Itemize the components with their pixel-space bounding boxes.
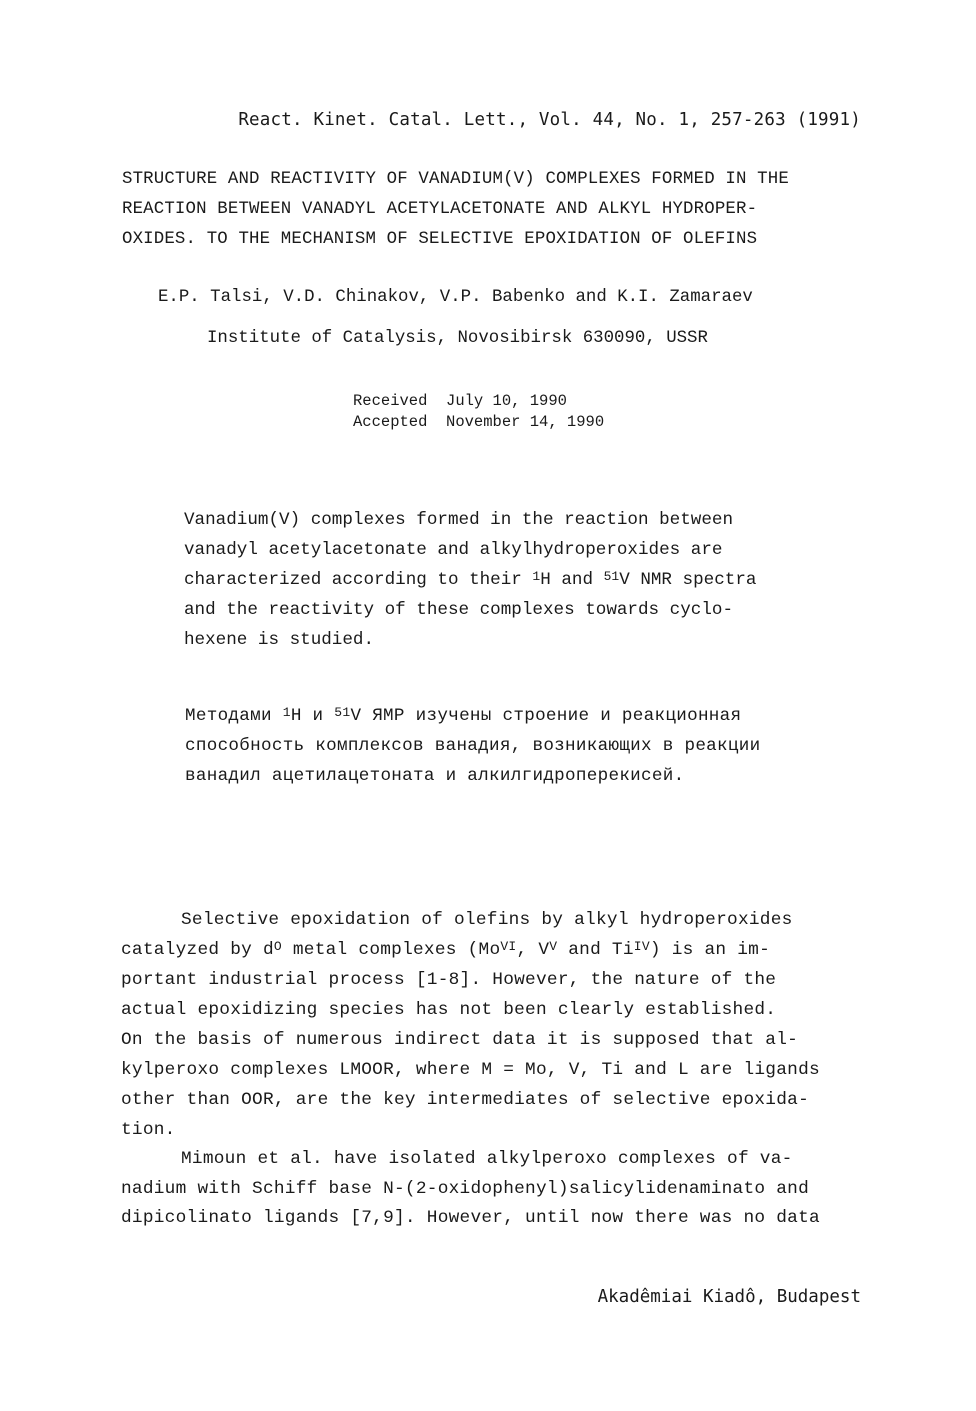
abstract-en-line: characterized according to their $^1$H and $^{51}$V NMR spectra <box>184 569 757 590</box>
body-text-line: Mimoun et al. have isolated alkylperoxo complexes of va- <box>181 1149 793 1169</box>
body-text-line: On the basis of numerous indirect data it is supposed that al- <box>121 1030 799 1050</box>
accepted-date: Accepted November 14, 1990 <box>353 413 605 431</box>
journal-citation: React. Kinet. Catal. Lett., Vol. 44, No. 1, 257-263 (1991) <box>238 110 861 130</box>
affiliation: Institute of Catalysis, Novosibirsk 630090, USSR <box>207 329 708 348</box>
authors: E.P. Talsi, V.D. Chinakov, V.P. Babenko and K.I. Zamaraev <box>158 288 753 307</box>
title-line-3: OXIDES. TO THE MECHANISM OF SELECTIVE EPOXIDATION OF OLEFINS <box>122 230 758 249</box>
abstract-ru-line: Методами $^1$Н и $^{51}$V ЯМР изучены строение и реакционная <box>185 705 742 726</box>
abstract-ru-line: ванадил ацетилацетоната и алкилгидроперекисей. <box>185 766 685 786</box>
abstract-ru-line: способность комплексов ванадия, возникающих в реакции <box>185 736 761 756</box>
abstract-en-line: and the reactivity of these complexes towards cyclo- <box>184 600 734 620</box>
body-text-line: dipicolinato ligands [7,9]. However, until now there was no data <box>121 1208 820 1228</box>
body-text-line: actual epoxidizing species has not been clearly established. <box>121 1000 777 1020</box>
body-text-line: tion. <box>121 1120 176 1140</box>
publisher-imprint: Akadêmiai Kiadô, Budapest <box>597 1287 861 1307</box>
title-line-2: REACTION BETWEEN VANADYL ACETYLACETONATE AND ALKYL HYDROPER- <box>122 200 758 219</box>
body-text-line: portant industrial process [1-8]. However, the nature of the <box>121 970 777 990</box>
body-text-line: catalyzed by $d^O$ metal complexes ($Mo^{VI}$, $V^V$ and $Ti^{IV}$) is an im- <box>121 939 771 960</box>
abstract-en-line: hexene is studied. <box>184 630 375 650</box>
body-text-line: Selective epoxidation of olefins by alkyl hydroperoxides <box>181 910 793 930</box>
title-line-1: STRUCTURE AND REACTIVITY OF VANADIUM(V) COMPLEXES FORMED IN THE <box>122 170 789 189</box>
body-text-line: kylperoxo complexes LMOOR, where M = Mo, V, Ti and L are ligands <box>121 1060 820 1080</box>
abstract-en-line: Vanadium(V) complexes formed in the reaction between <box>184 510 734 530</box>
body-text-line: other than OOR, are the key intermediates of selective epoxida- <box>121 1090 809 1110</box>
received-date: Received July 10, 1990 <box>353 392 567 410</box>
abstract-en-line: vanadyl acetylacetonate and alkylhydroperoxides are <box>184 540 723 560</box>
body-text-line: nadium with Schiff base N-(2-oxidophenyl)salicylidenaminato and <box>121 1179 809 1199</box>
